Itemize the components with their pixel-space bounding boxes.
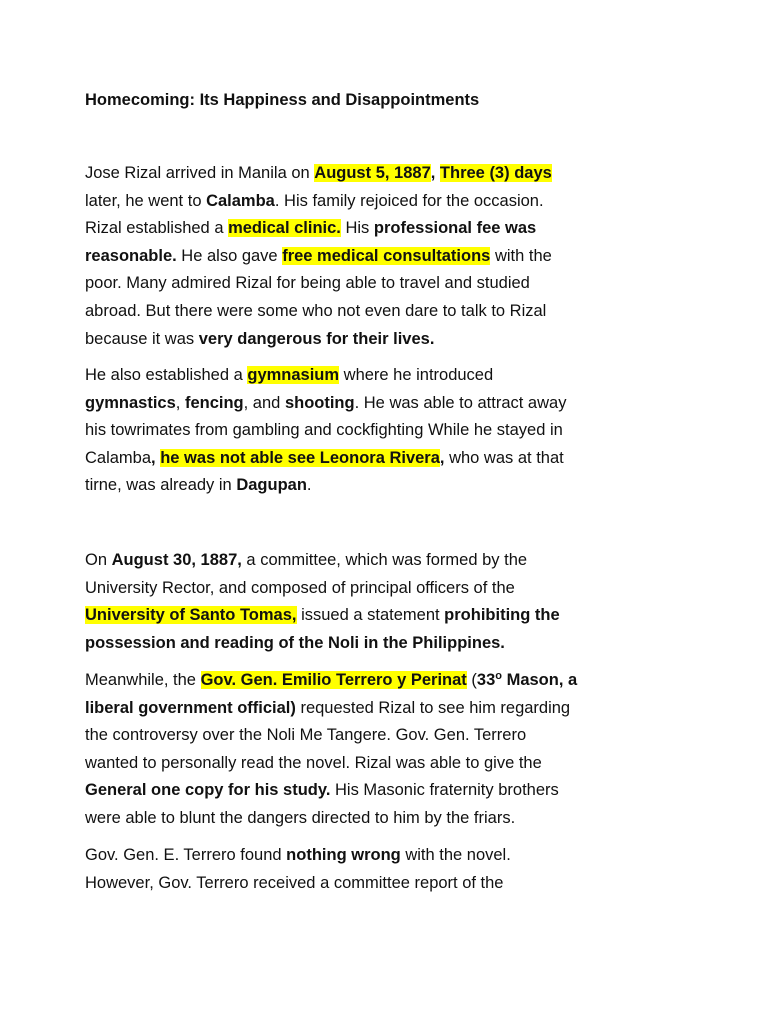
text-line <box>85 390 625 418</box>
highlighted-text: he was not able see Leonora Rivera <box>160 448 440 467</box>
text-line <box>85 870 625 898</box>
text-line <box>85 630 625 658</box>
bold-text: professional fee was <box>373 219 537 238</box>
text-run: Jose Rizal arrived in Manila on <box>85 164 315 182</box>
text-line <box>85 445 625 473</box>
bold-text: , <box>439 448 445 467</box>
paragraph-terrero-request <box>85 667 625 833</box>
bold-text: General one copy for his study. <box>85 781 331 800</box>
bold-text: Dagupan <box>236 476 307 495</box>
text-line <box>85 326 625 354</box>
text-line <box>85 842 625 870</box>
text-line <box>85 215 625 243</box>
document-title: Homecoming: Its Happiness and Disappointments <box>85 91 480 109</box>
bold-text: , <box>151 448 161 467</box>
text-run: Calamba <box>85 448 152 467</box>
bold-text: prohibiting the <box>444 606 560 625</box>
text-run: . His family rejoiced for the occasion. <box>274 191 544 210</box>
text-run: His <box>340 219 374 238</box>
text-run: with the novel. <box>400 846 511 864</box>
text-run: were able to blunt the dangers directed to him by the friars. <box>85 808 516 827</box>
paragraph-ust-prohibition <box>85 547 625 657</box>
text-line <box>85 750 625 778</box>
bold-text: nothing wrong <box>286 846 401 864</box>
text-line <box>85 362 625 390</box>
text-run: He also gave <box>176 246 283 265</box>
text-run: He also established a <box>85 366 248 384</box>
bold-text: very dangerous for their lives. <box>198 329 435 348</box>
text-run: His Masonic fraternity brothers <box>330 781 559 800</box>
bold-text: reasonable. <box>85 246 177 265</box>
bold-text: fencing <box>184 393 244 412</box>
bold-text: gymnastics <box>85 393 176 412</box>
bold-text: 33 <box>476 671 496 689</box>
bold-text: Mason, a <box>501 671 578 689</box>
text-line <box>85 602 625 630</box>
paragraph-terrero-finding <box>85 842 625 897</box>
text-run: . He was able to attract away <box>354 393 567 412</box>
text-run: University Rector, and composed of principal officers of the <box>85 578 515 597</box>
bold-text: liberal government official) <box>85 698 296 717</box>
highlighted-text: University of Santo Tomas, <box>85 606 297 625</box>
text-run: with the <box>490 246 552 265</box>
text-run: , and <box>243 393 285 412</box>
highlighted-text: free medical consultations <box>282 246 491 265</box>
bold-text: Calamba <box>206 191 275 210</box>
text-line <box>85 695 625 723</box>
text-line <box>85 575 625 603</box>
highlighted-text: August 5, 1887 <box>314 164 431 182</box>
text-line <box>85 243 625 271</box>
paragraph-homecoming-arrival <box>85 160 625 353</box>
text-line <box>85 547 625 575</box>
text-run: Rizal established a <box>85 219 229 238</box>
text-line <box>85 417 625 445</box>
text-line <box>85 188 625 216</box>
paragraph-gymnasium <box>85 362 625 500</box>
text-line <box>85 270 625 298</box>
text-run: later, he went to <box>85 191 207 210</box>
text-run: who was at that <box>444 448 564 467</box>
bold-text: shooting <box>284 393 355 412</box>
bold-text: , <box>430 164 440 182</box>
text-line <box>85 160 625 188</box>
text-run: ( <box>466 671 477 689</box>
text-run: a committee, which was formed by the <box>241 551 528 569</box>
text-run: where he introduced <box>339 366 494 384</box>
bold-text: August 30, 1887, <box>111 551 242 569</box>
text-line <box>85 722 625 750</box>
text-run: However, Gov. Terrero received a committee report of the <box>85 873 504 892</box>
text-line <box>85 667 625 695</box>
text-run: issued a statement <box>296 606 445 625</box>
highlighted-text: Gov. Gen. Emilio Terrero y Perinat <box>200 671 467 689</box>
text-run: requested Rizal to see him regarding <box>295 698 571 717</box>
text-run: tirne, was already in <box>85 476 237 495</box>
text-run: poor. Many admired Rizal for being able to travel and studied <box>85 274 530 293</box>
text-run: abroad. But there were some who not even dare to talk to Rizal <box>85 301 547 320</box>
highlighted-text: Three (3) days <box>439 164 552 182</box>
text-run: Gov. Gen. E. Terrero found <box>85 846 287 864</box>
bold-text: possession and reading of the Noli in the Philippines. <box>85 633 505 652</box>
text-run: On <box>85 551 112 569</box>
text-run: , <box>175 393 185 412</box>
text-line <box>85 805 625 833</box>
text-run: the controversy over the Noli Me Tangere. Gov. Gen. Terrero <box>85 726 527 745</box>
text-line <box>85 298 625 326</box>
text-run: Meanwhile, the <box>85 671 201 689</box>
highlighted-text: gymnasium <box>247 366 340 384</box>
text-run: wanted to personally read the novel. Rizal was able to give the <box>85 753 542 772</box>
highlighted-text: medical clinic. <box>228 219 341 238</box>
bold-text: o <box>495 670 502 682</box>
text-run: . <box>306 476 312 495</box>
text-run: his towrimates from gambling and cockfighting While he stayed in <box>85 421 563 440</box>
text-line <box>85 472 625 500</box>
text-run: because it was <box>85 329 199 348</box>
text-line <box>85 777 625 805</box>
